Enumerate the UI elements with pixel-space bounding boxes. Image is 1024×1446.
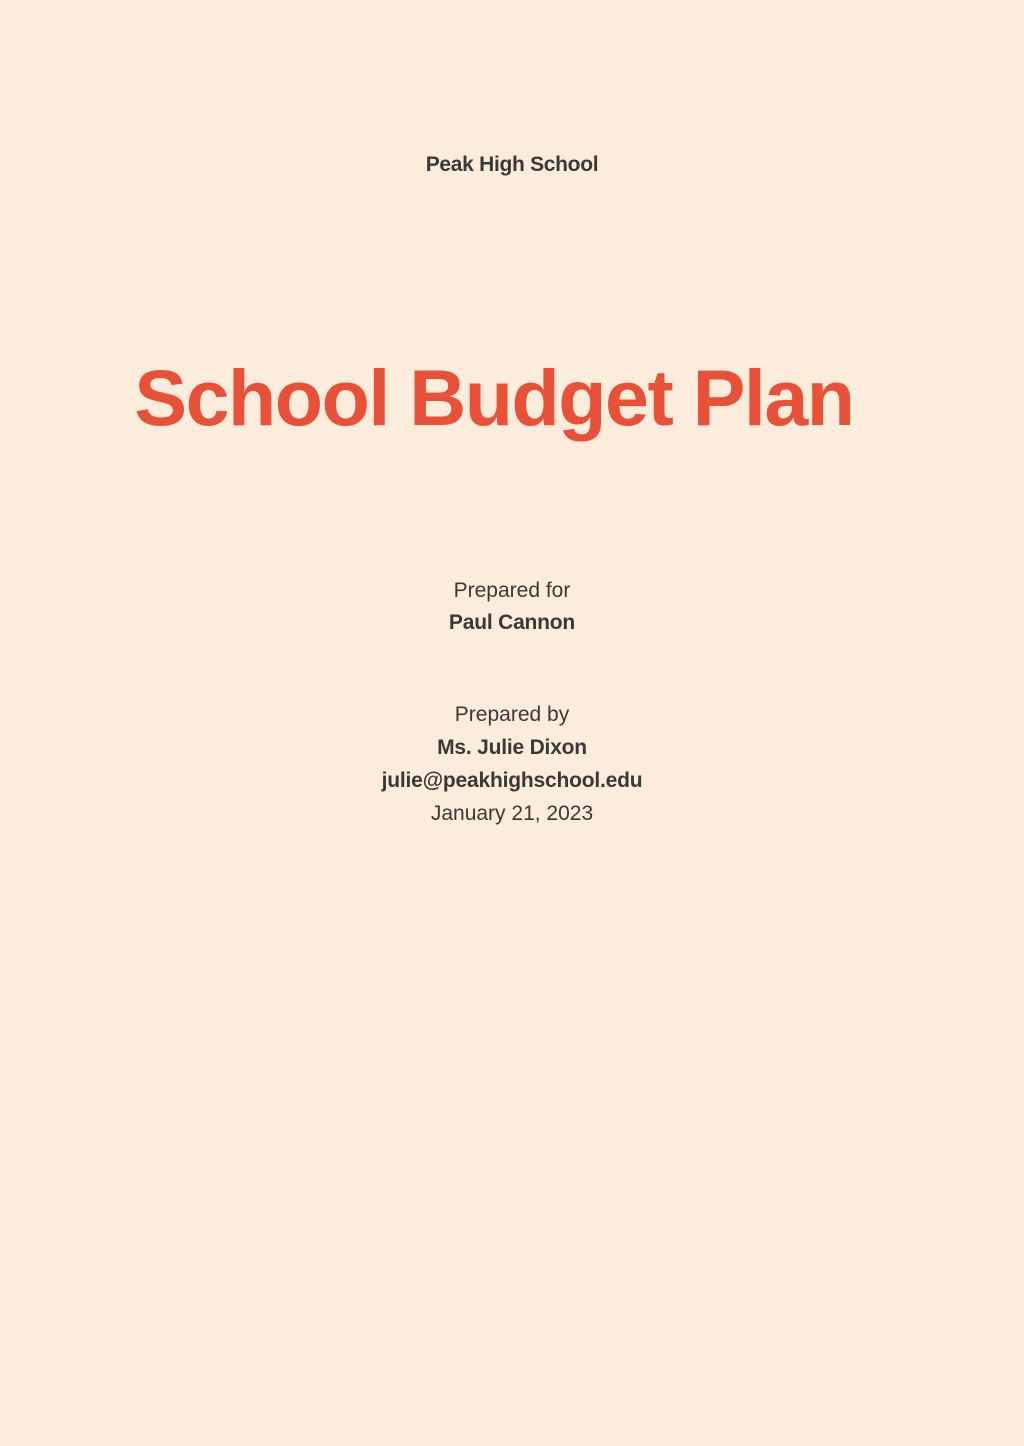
prepared-for-name: Paul Cannon [448,611,576,634]
prepared-by-email: julie@peakhighschool.edu [381,769,643,792]
prepared-for-label: Prepared for [453,579,571,602]
prepared-by-label: Prepared by [454,703,570,726]
prepared-by-name: Ms. Julie Dixon [437,736,587,759]
prepared-date: January 21, 2023 [430,802,594,825]
document-title: School Budget Plan [134,353,854,442]
school-name: Peak High School [425,153,599,176]
